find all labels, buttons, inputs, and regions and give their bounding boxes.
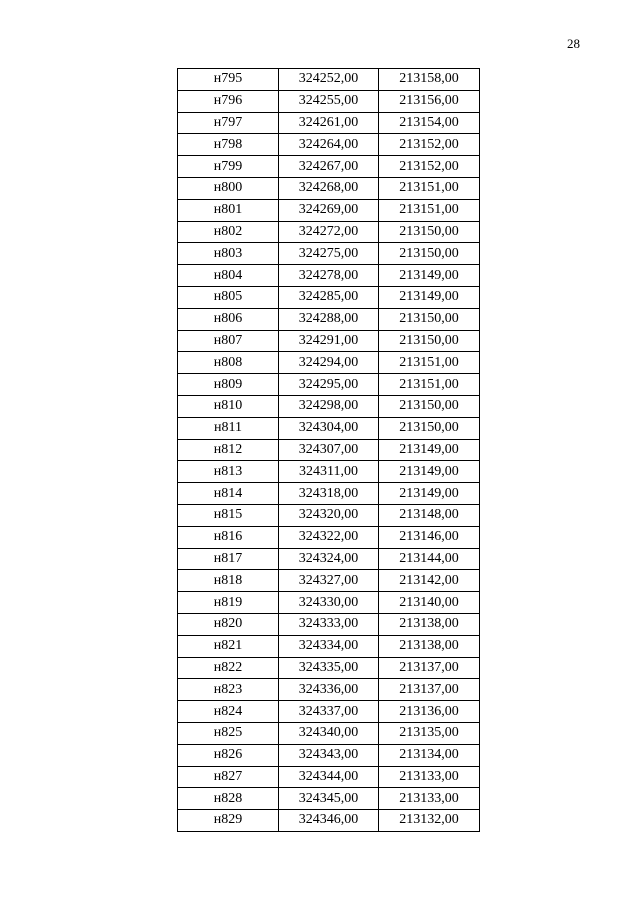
- x-coordinate-cell: 324322,00: [279, 526, 379, 548]
- table-row: [178, 701, 480, 723]
- x-coordinate-cell: 324311,00: [279, 461, 379, 483]
- point-id-cell: н798: [178, 134, 279, 156]
- point-id-cell: н829: [178, 810, 279, 832]
- table-row: [178, 788, 480, 810]
- x-coordinate-cell: 324307,00: [279, 439, 379, 461]
- x-coordinate-cell: 324278,00: [279, 265, 379, 287]
- x-coordinate-cell: 324318,00: [279, 483, 379, 505]
- point-id-cell: н812: [178, 439, 279, 461]
- y-coordinate-cell: 213148,00: [379, 504, 480, 526]
- point-id-cell: н810: [178, 395, 279, 417]
- x-coordinate-cell: 324268,00: [279, 177, 379, 199]
- table-row: [178, 548, 480, 570]
- point-id-cell: н828: [178, 788, 279, 810]
- x-coordinate-cell: 324295,00: [279, 374, 379, 396]
- x-coordinate-cell: 324252,00: [279, 69, 379, 91]
- y-coordinate-cell: 213151,00: [379, 374, 480, 396]
- y-coordinate-cell: 213149,00: [379, 461, 480, 483]
- table-row: [178, 395, 480, 417]
- x-coordinate-cell: 324337,00: [279, 701, 379, 723]
- y-coordinate-cell: 213134,00: [379, 744, 480, 766]
- y-coordinate-cell: 213154,00: [379, 112, 480, 134]
- x-coordinate-cell: 324269,00: [279, 199, 379, 221]
- y-coordinate-cell: 213149,00: [379, 265, 480, 287]
- y-coordinate-cell: 213146,00: [379, 526, 480, 548]
- point-id-cell: н803: [178, 243, 279, 265]
- y-coordinate-cell: 213152,00: [379, 156, 480, 178]
- y-coordinate-cell: 213150,00: [379, 308, 480, 330]
- y-coordinate-cell: 213140,00: [379, 592, 480, 614]
- point-id-cell: н811: [178, 417, 279, 439]
- table-row: [178, 526, 480, 548]
- table-row: [178, 286, 480, 308]
- point-id-cell: н813: [178, 461, 279, 483]
- point-id-cell: н817: [178, 548, 279, 570]
- y-coordinate-cell: 213150,00: [379, 243, 480, 265]
- x-coordinate-cell: 324327,00: [279, 570, 379, 592]
- y-coordinate-cell: 213149,00: [379, 439, 480, 461]
- y-coordinate-cell: 213138,00: [379, 613, 480, 635]
- y-coordinate-cell: 213144,00: [379, 548, 480, 570]
- y-coordinate-cell: 213149,00: [379, 483, 480, 505]
- table-row: [178, 243, 480, 265]
- point-id-cell: н820: [178, 613, 279, 635]
- point-id-cell: н804: [178, 265, 279, 287]
- point-id-cell: н802: [178, 221, 279, 243]
- y-coordinate-cell: 213142,00: [379, 570, 480, 592]
- table-row: [178, 461, 480, 483]
- point-id-cell: н799: [178, 156, 279, 178]
- x-coordinate-cell: 324333,00: [279, 613, 379, 635]
- table-row: [178, 69, 480, 91]
- table-row: [178, 199, 480, 221]
- y-coordinate-cell: 213150,00: [379, 395, 480, 417]
- table-row: [178, 483, 480, 505]
- point-id-cell: н809: [178, 374, 279, 396]
- x-coordinate-cell: 324324,00: [279, 548, 379, 570]
- x-coordinate-cell: 324272,00: [279, 221, 379, 243]
- y-coordinate-cell: 213151,00: [379, 199, 480, 221]
- table-row: [178, 657, 480, 679]
- x-coordinate-cell: 324334,00: [279, 635, 379, 657]
- x-coordinate-cell: 324320,00: [279, 504, 379, 526]
- y-coordinate-cell: 213156,00: [379, 90, 480, 112]
- table-row: [178, 722, 480, 744]
- point-id-cell: н822: [178, 657, 279, 679]
- point-id-cell: н806: [178, 308, 279, 330]
- point-id-cell: н823: [178, 679, 279, 701]
- x-coordinate-cell: 324304,00: [279, 417, 379, 439]
- y-coordinate-cell: 213151,00: [379, 352, 480, 374]
- x-coordinate-cell: 324261,00: [279, 112, 379, 134]
- point-id-cell: н825: [178, 722, 279, 744]
- point-id-cell: н815: [178, 504, 279, 526]
- table-row: [178, 308, 480, 330]
- y-coordinate-cell: 213151,00: [379, 177, 480, 199]
- point-id-cell: н816: [178, 526, 279, 548]
- y-coordinate-cell: 213137,00: [379, 679, 480, 701]
- x-coordinate-cell: 324340,00: [279, 722, 379, 744]
- table-row: [178, 810, 480, 832]
- table-row: [178, 766, 480, 788]
- table-row: [178, 504, 480, 526]
- y-coordinate-cell: 213136,00: [379, 701, 480, 723]
- table-row: [178, 744, 480, 766]
- x-coordinate-cell: 324330,00: [279, 592, 379, 614]
- point-id-cell: н818: [178, 570, 279, 592]
- point-id-cell: н808: [178, 352, 279, 374]
- y-coordinate-cell: 213138,00: [379, 635, 480, 657]
- table-row: [178, 570, 480, 592]
- x-coordinate-cell: 324336,00: [279, 679, 379, 701]
- x-coordinate-cell: 324285,00: [279, 286, 379, 308]
- coordinates-table-body: [178, 69, 480, 832]
- y-coordinate-cell: 213152,00: [379, 134, 480, 156]
- table-row: [178, 374, 480, 396]
- x-coordinate-cell: 324345,00: [279, 788, 379, 810]
- y-coordinate-cell: 213150,00: [379, 330, 480, 352]
- point-id-cell: н826: [178, 744, 279, 766]
- table-row: [178, 613, 480, 635]
- y-coordinate-cell: 213150,00: [379, 417, 480, 439]
- point-id-cell: н796: [178, 90, 279, 112]
- point-id-cell: н819: [178, 592, 279, 614]
- y-coordinate-cell: 213137,00: [379, 657, 480, 679]
- table-row: [178, 134, 480, 156]
- y-coordinate-cell: 213150,00: [379, 221, 480, 243]
- table-row: [178, 90, 480, 112]
- x-coordinate-cell: 324344,00: [279, 766, 379, 788]
- x-coordinate-cell: 324343,00: [279, 744, 379, 766]
- table-row: [178, 265, 480, 287]
- x-coordinate-cell: 324255,00: [279, 90, 379, 112]
- point-id-cell: н814: [178, 483, 279, 505]
- y-coordinate-cell: 213133,00: [379, 766, 480, 788]
- y-coordinate-cell: 213135,00: [379, 722, 480, 744]
- table-row: [178, 439, 480, 461]
- point-id-cell: н801: [178, 199, 279, 221]
- y-coordinate-cell: 213149,00: [379, 286, 480, 308]
- point-id-cell: н827: [178, 766, 279, 788]
- x-coordinate-cell: 324291,00: [279, 330, 379, 352]
- page-number: 28: [567, 36, 580, 51]
- table-row: [178, 156, 480, 178]
- point-id-cell: н807: [178, 330, 279, 352]
- table-row: [178, 352, 480, 374]
- point-id-cell: н824: [178, 701, 279, 723]
- x-coordinate-cell: 324298,00: [279, 395, 379, 417]
- y-coordinate-cell: 213133,00: [379, 788, 480, 810]
- table-row: [178, 679, 480, 701]
- coordinates-table: [177, 68, 480, 832]
- x-coordinate-cell: 324335,00: [279, 657, 379, 679]
- x-coordinate-cell: 324346,00: [279, 810, 379, 832]
- x-coordinate-cell: 324267,00: [279, 156, 379, 178]
- table-row: [178, 221, 480, 243]
- table-row: [178, 330, 480, 352]
- y-coordinate-cell: 213158,00: [379, 69, 480, 91]
- x-coordinate-cell: 324275,00: [279, 243, 379, 265]
- point-id-cell: н795: [178, 69, 279, 91]
- x-coordinate-cell: 324264,00: [279, 134, 379, 156]
- point-id-cell: н797: [178, 112, 279, 134]
- table-row: [178, 177, 480, 199]
- table-row: [178, 417, 480, 439]
- table-row: [178, 635, 480, 657]
- table-row: [178, 592, 480, 614]
- point-id-cell: н821: [178, 635, 279, 657]
- x-coordinate-cell: 324294,00: [279, 352, 379, 374]
- x-coordinate-cell: 324288,00: [279, 308, 379, 330]
- y-coordinate-cell: 213132,00: [379, 810, 480, 832]
- point-id-cell: н805: [178, 286, 279, 308]
- point-id-cell: н800: [178, 177, 279, 199]
- table-row: [178, 112, 480, 134]
